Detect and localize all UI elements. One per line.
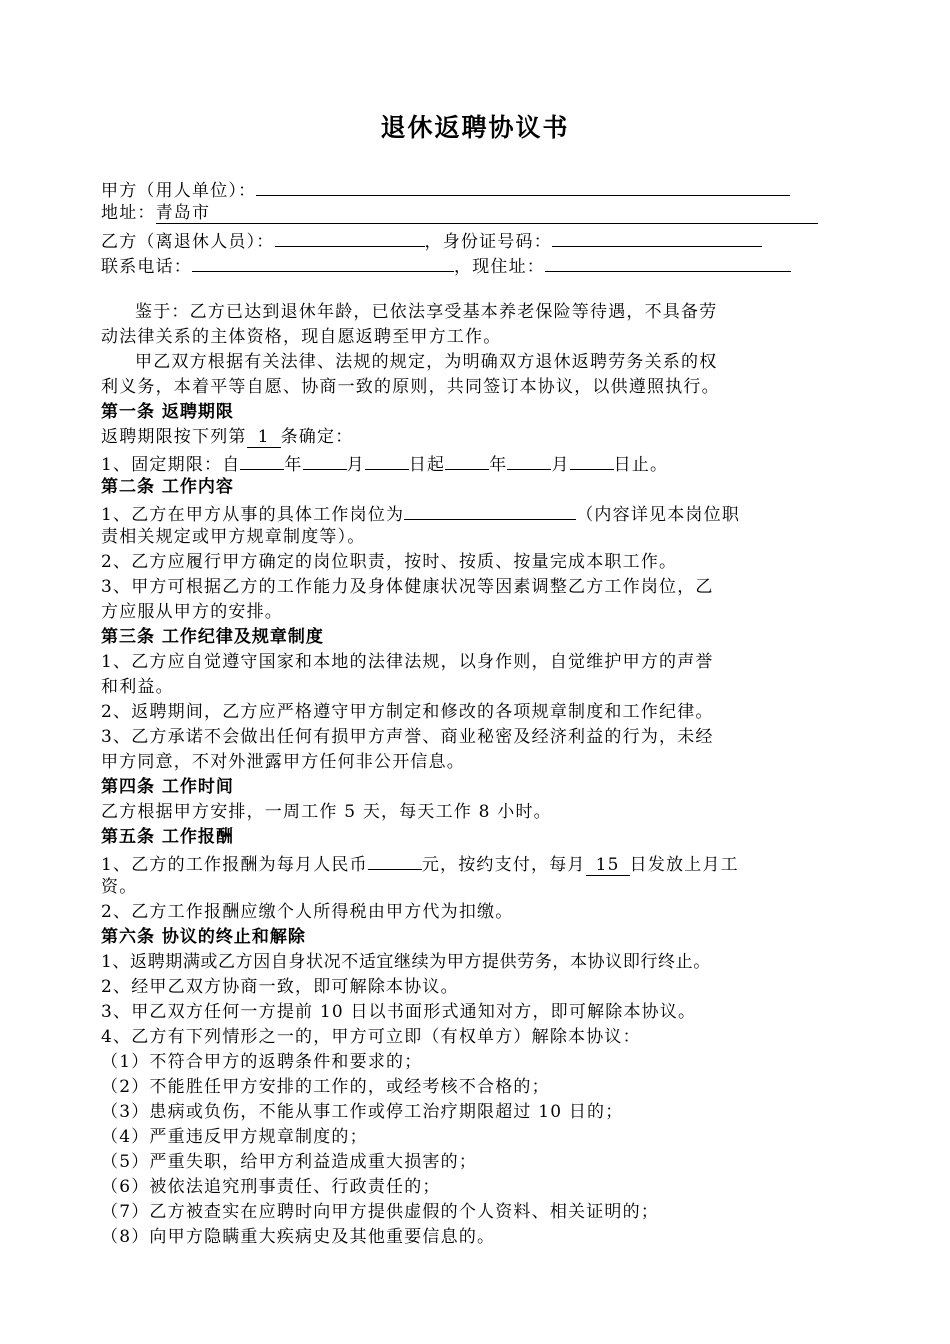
text: 月: [551, 455, 570, 475]
text: 1、乙方在甲方从事的具体工作岗位为: [101, 505, 405, 525]
party-b-blank[interactable]: [275, 227, 425, 247]
article-6-item: （7）乙方被查实在应聘时向甲方提供虚假的个人资料、相关证明的；: [101, 1202, 660, 1222]
pay-day-value: 15: [595, 855, 620, 875]
text: 月: [346, 455, 365, 475]
article-2-line2: 责相关规定或甲方规章制度等）。: [101, 527, 366, 547]
article-6-item: （6）被依法追究刑事责任、行政责任的；: [101, 1177, 441, 1197]
phone-label: 联系电话：: [101, 257, 192, 277]
preamble-p1-line1: 鉴于：乙方已达到退休年龄，已依法享受基本养老保险等待遇，不具备劳: [135, 302, 718, 322]
job-position-blank[interactable]: [404, 500, 576, 520]
article-6-item: （2）不能胜任甲方安排的工作的，或经考核不合格的；: [101, 1077, 550, 1097]
text: 日发放上月工: [629, 855, 739, 875]
article-6-line2: 2、经甲乙双方协商一致，即可解除本协议。: [101, 977, 459, 997]
residence-label: ，现住址：: [454, 257, 545, 277]
preamble-p2-line2: 利义务，本着平等自愿、协商一致的原则，共同签订本协议，以供遵照执行。: [101, 377, 720, 397]
text: 年: [489, 455, 508, 475]
term-option-value: 1: [257, 427, 270, 447]
address-row: [101, 201, 818, 225]
preamble-p2-line1: 甲乙双方根据有关法律、法规的规定，为明确双方退休返聘劳务关系的权: [135, 352, 718, 372]
article-2-line3: 2、乙方应履行甲方确定的岗位职责，按时、按质、按量完成本职工作。: [101, 552, 678, 572]
article-6-item: （5）严重失职，给甲方利益造成重大损害的；: [101, 1152, 478, 1172]
start-month-blank[interactable]: [303, 450, 347, 470]
article-6-heading: 第六条 协议的终止和解除: [101, 927, 306, 947]
article-2-line5: 方应服从甲方的安排。: [101, 602, 283, 622]
text: 条确定：: [280, 427, 354, 447]
article-3-line4: 3、乙方承诺不会做出任何有损甲方声誉、商业秘密及经济利益的行为，未经: [101, 727, 714, 747]
phone-row: [101, 252, 791, 276]
address-field[interactable]: [156, 204, 818, 224]
salary-blank[interactable]: [368, 850, 422, 870]
article-4-line1: 乙方根据甲方安排，一周工作 5 天，每天工作 8 小时。: [101, 802, 552, 822]
id-blank[interactable]: [552, 227, 762, 247]
residence-blank[interactable]: [545, 252, 791, 272]
article-1-line1: [101, 425, 353, 449]
article-1-heading: 第一条 返聘期限: [101, 402, 234, 422]
party-b-label: 乙方（离退休人员）：: [101, 232, 275, 252]
text: 日止。: [613, 455, 669, 475]
article-3-line3: 2、返聘期间，乙方应严格遵守甲方制定和修改的各项规章制度和工作纪律。: [101, 702, 714, 722]
text: 返聘期限按下列第: [101, 427, 247, 447]
party-a-row: [101, 176, 790, 200]
article-5-heading: 第五条 工作报酬: [101, 827, 234, 847]
text: （内容详见本岗位职: [576, 505, 741, 525]
end-month-blank[interactable]: [507, 450, 551, 470]
article-3-line5: 甲方同意，不对外泄露甲方任何非公开信息。: [101, 752, 465, 772]
term-option-field[interactable]: [247, 428, 281, 448]
article-3-line1: 1、乙方应自觉遵守国家和本地的法律法规，以身作则，自觉维护甲方的声誉: [101, 652, 714, 672]
article-6-line1: 1、返聘期满或乙方因自身状况不适宜继续为甲方提供劳务，本协议即行终止。: [101, 952, 711, 972]
pay-day-field[interactable]: [586, 856, 630, 876]
document-title: 退休返聘协议书: [380, 113, 570, 142]
article-6-item: （1）不符合甲方的返聘条件和要求的；: [101, 1052, 423, 1072]
phone-blank[interactable]: [192, 252, 454, 272]
article-5-line2: 资。: [101, 877, 138, 897]
id-label: ，身份证号码：: [424, 232, 552, 252]
article-2-heading: 第二条 工作内容: [101, 477, 234, 497]
article-6-item: （4）严重违反甲方规章制度的；: [101, 1127, 368, 1147]
text: 日起: [408, 455, 446, 475]
text: 年: [284, 455, 303, 475]
text: 1、固定期限：自: [101, 455, 241, 475]
end-day-blank[interactable]: [570, 450, 614, 470]
article-1-line2: [101, 450, 668, 474]
article-6-item: （3）患病或负伤，不能从事工作或停工治疗期限超过 10 日的；: [101, 1102, 624, 1122]
end-year-blank[interactable]: [445, 450, 489, 470]
party-a-label: 甲方（用人单位）：: [101, 181, 257, 201]
address-value: 青岛市: [155, 203, 211, 223]
party-a-blank[interactable]: [256, 176, 790, 196]
article-6-line3: 3、甲乙双方任何一方提前 10 日以书面形式通知对方，即可解除本协议。: [101, 1002, 697, 1022]
text: 元，按约支付，每月: [421, 855, 586, 875]
article-5-line3: 2、乙方工作报酬应缴个人所得税由甲方代为扣缴。: [101, 902, 514, 922]
article-3-heading: 第三条 工作纪律及规章制度: [101, 627, 324, 647]
party-b-row: [101, 227, 762, 251]
article-2-line4: 3、甲方可根据乙方的工作能力及身体健康状况等因素调整乙方工作岗位，乙: [101, 577, 714, 597]
article-4-heading: 第四条 工作时间: [101, 777, 234, 797]
article-6-item: （8）向甲方隐瞒重大疾病史及其他重要信息的。: [101, 1227, 496, 1247]
address-label: 地址：: [101, 203, 156, 223]
text: 1、乙方的工作报酬为每月人民币: [101, 855, 368, 875]
article-6-line4: 4、乙方有下列情形之一的，甲方可立即（有权单方）解除本协议：: [101, 1027, 641, 1047]
article-2-line1: [101, 500, 740, 524]
start-day-blank[interactable]: [365, 450, 409, 470]
article-5-line1: [101, 850, 739, 874]
article-3-line2: 和利益。: [101, 677, 174, 697]
preamble-p1-line2: 动法律关系的主体资格，现自愿返聘至甲方工作。: [101, 327, 502, 347]
start-year-blank[interactable]: [240, 450, 284, 470]
